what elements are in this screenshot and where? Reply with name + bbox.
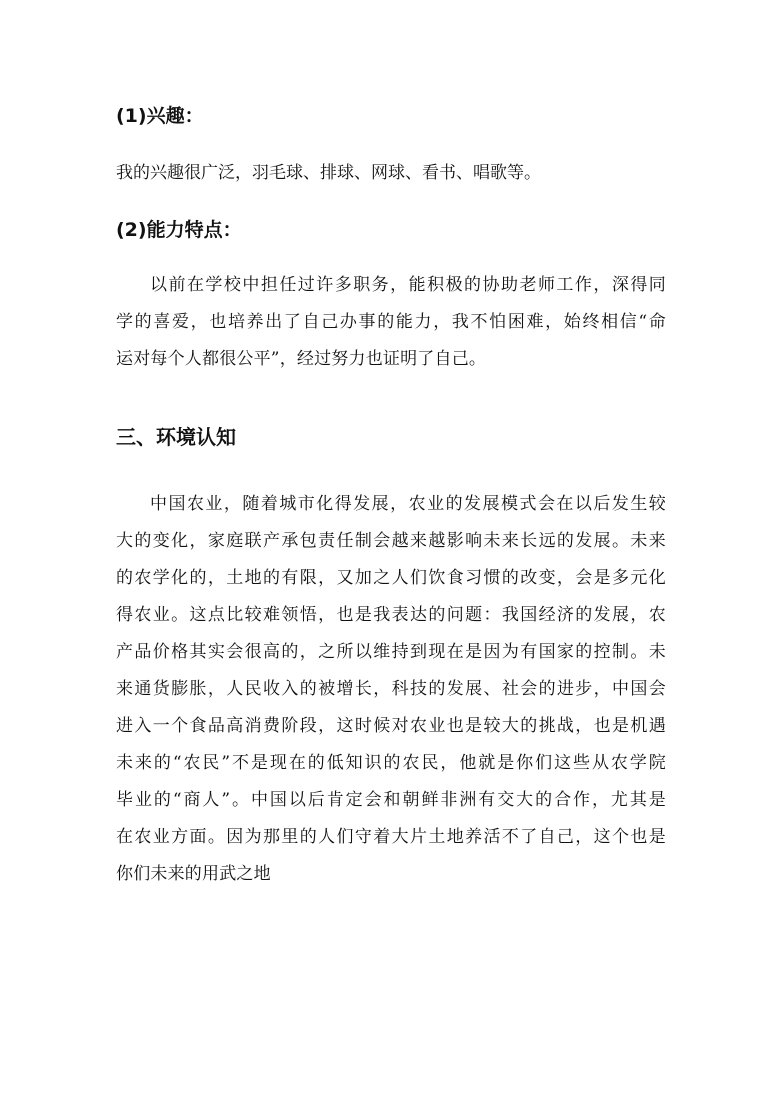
environment-line: 毕业的“商人”。中国以后肯定会和朝鲜非洲有交大的合作，尤其是	[116, 790, 666, 810]
heading-environment: 三、环境认知	[116, 425, 236, 449]
ability-line: 以前在学校中担任过许多职务，能积极的协助老师工作，深得同	[150, 275, 666, 295]
environment-line: 大的变化，家庭联产承包责任制会越来越影响未来长远的发展。未来	[116, 531, 666, 551]
environment-line: 得农业。这点比较难领悟，也是我表达的问题：我国经济的发展，农	[116, 605, 666, 625]
ability-paragraph	[116, 267, 666, 378]
interest-text: 我的兴趣很广泛，羽毛球、排球、网球、看书、唱歌等。	[116, 163, 541, 183]
environment-line: 在农业方面。因为那里的人们守着大片土地养活不了自己，这个也是	[116, 827, 666, 847]
ability-line: 学的喜爱，也培养出了自己办事的能力，我不怕困难，始终相信“命	[116, 312, 666, 332]
environment-line: 进入一个食品高消费阶段，这时候对农业也是较大的挑战，也是机遇	[116, 716, 666, 736]
environment-line: 的农学化的，土地的有限，又加之人们饮食习惯的改变，会是多元化	[116, 568, 666, 588]
environment-line: 来通货膨胀，人民收入的被增长，科技的发展、社会的进步，中国会	[116, 679, 666, 699]
environment-line: 中国农业，随着城市化得发展，农业的发展模式会在以后发生较	[150, 494, 666, 514]
environment-line: 产品价格其实会很高的，之所以维持到现在是因为有国家的控制。未	[116, 642, 666, 662]
heading-ability: (2)能力特点：	[116, 219, 242, 241]
environment-paragraph	[116, 486, 666, 893]
heading-interest: (1)兴趣：	[116, 105, 204, 127]
ability-line: 运对每个人都很公平”，经过努力也证明了自己。	[116, 349, 487, 369]
environment-line: 未来的“农民”不是现在的低知识的农民，他就是你们这些从农学院	[116, 753, 666, 773]
environment-line: 你们未来的用武之地	[116, 864, 271, 884]
